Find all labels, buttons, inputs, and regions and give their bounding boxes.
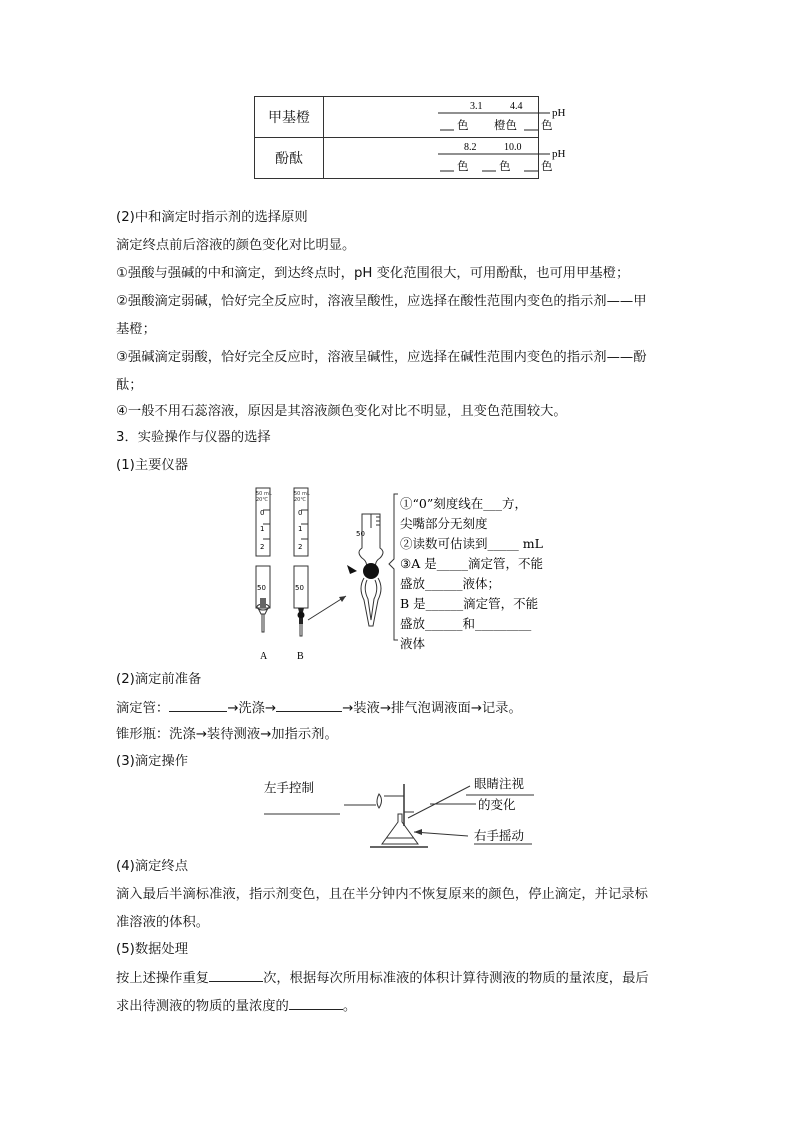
table-row [255, 138, 539, 179]
prep-flask: 锥形瓶：洗涤→装待测液→加指示剂。 [116, 727, 338, 742]
note-line: 尖嘴部分无刻度 [400, 516, 488, 531]
scale-mark: 50 [257, 584, 266, 592]
indicator-table [254, 96, 566, 179]
note-line: B 是______滴定管，不能 [400, 596, 539, 611]
burette-notes [400, 496, 543, 651]
burette-b [294, 488, 310, 662]
scale-mark: 0 [260, 509, 265, 517]
titration-figure [258, 776, 548, 852]
note-line: 盛放______和_________ [400, 616, 532, 631]
ph-unit: pH [552, 107, 566, 119]
color-label: 色 [457, 118, 469, 132]
burette-temperature: 20℃ [294, 497, 306, 503]
ph-scale-phenolphthalein [324, 138, 566, 178]
color-label: 色 [457, 159, 469, 173]
eye-label: 眼睛注视 [474, 776, 525, 791]
paragraph: ②强酸滴定弱碱，恰好完全反应时，溶液呈酸性，应选择在酸性范围内变色的指示剂——甲 [116, 294, 647, 309]
answer-blank[interactable] [289, 996, 343, 1010]
scale-mark: 0 [298, 509, 303, 517]
scale-mark: 2 [260, 543, 265, 551]
indicator-name: 甲基橙 [255, 97, 324, 138]
note-line: ③A 是_____滴定管，不能 [400, 556, 543, 571]
note-line: 液体 [400, 636, 426, 651]
paragraph: 滴入最后半滴标准液，指示剂变色，且在半分钟内不恢复原来的颜色，停止滴定，并记录标 [116, 887, 648, 902]
arrow [308, 596, 346, 620]
tick-label: 8.2 [464, 142, 477, 153]
burette-figure [240, 484, 550, 664]
paragraph: ③强碱滴定弱酸，恰好完全反应时，溶液呈碱性，应选择在碱性范围内变色的指示剂——酚 [116, 350, 647, 365]
prep-burette: 滴定管： →洗涤→ →装液→排气泡调液面→记录。 [116, 698, 522, 718]
section-heading: (2)中和滴定时指示剂的选择原则 [116, 210, 308, 225]
answer-blank[interactable] [169, 698, 227, 712]
subsection-heading: (3)滴定操作 [116, 754, 189, 769]
answer-blank[interactable] [209, 968, 263, 982]
burette-a [256, 488, 272, 662]
scale-mark: 50 [356, 530, 365, 538]
color-label: 色 [541, 159, 553, 173]
color-label: 色 [499, 159, 511, 173]
ph-scale-methyl-orange [324, 97, 566, 137]
paragraph: 按上述操作重复 次，根据每次所用标准液的体积计算待测液的物质的量浓度，最后 [116, 968, 649, 988]
change-label: 的变化 [478, 797, 516, 812]
tick-label: 4.4 [510, 101, 523, 112]
table-row [255, 97, 539, 138]
subsection-heading: (2)滴定前准备 [116, 672, 202, 687]
left-hand-label: 左手控制 [264, 780, 315, 795]
burette-capacity: 50 mL [294, 491, 310, 497]
subsection-heading: (1)主要仪器 [116, 458, 189, 473]
paragraph: 基橙； [116, 322, 156, 337]
color-label: 橙色 [494, 118, 517, 132]
magnified-tip [347, 514, 383, 626]
note-line: 盛放______液体； [400, 576, 501, 591]
paragraph: ④一般不用石蕊溶液，原因是其溶液颜色变化对比不明显，且变色范围较大。 [116, 404, 567, 419]
right-hand-label: 右手摇动 [474, 828, 525, 843]
scale-mark: 1 [298, 525, 303, 533]
burette-label: B [297, 651, 304, 662]
subsection-heading: (5)数据处理 [116, 942, 189, 957]
paragraph: 滴定终点前后溶液的颜色变化对比明显。 [116, 238, 356, 253]
note-line: ①“0”刻度线在___方， [400, 496, 527, 511]
paragraph: 准溶液的体积。 [116, 915, 210, 930]
subsection-heading: (4)滴定终点 [116, 859, 189, 874]
burette-label: A [260, 651, 268, 662]
burette-temperature: 20℃ [256, 497, 268, 503]
tick-label: 3.1 [470, 101, 483, 112]
ph-unit: pH [552, 148, 566, 160]
paragraph: ①强酸与强碱的中和滴定，到达终点时，pH 变化范围很大，可用酚酞，也可用甲基橙； [116, 266, 630, 281]
indicator-name: 酚酞 [255, 138, 324, 179]
answer-blank[interactable] [276, 698, 342, 712]
paragraph: 求出待测液的物质的量浓度的 。 [116, 996, 356, 1016]
color-label: 色 [541, 118, 553, 132]
tick-label: 10.0 [504, 142, 522, 153]
burette-capacity: 50 mL [256, 491, 272, 497]
section-heading: 3．实验操作与仪器的选择 [116, 430, 271, 445]
paragraph: 酞； [116, 378, 143, 393]
scale-mark: 2 [298, 543, 303, 551]
note-line: ②读数可估读到_____ mL [400, 536, 543, 551]
scale-mark: 1 [260, 525, 265, 533]
scale-mark: 50 [295, 584, 304, 592]
